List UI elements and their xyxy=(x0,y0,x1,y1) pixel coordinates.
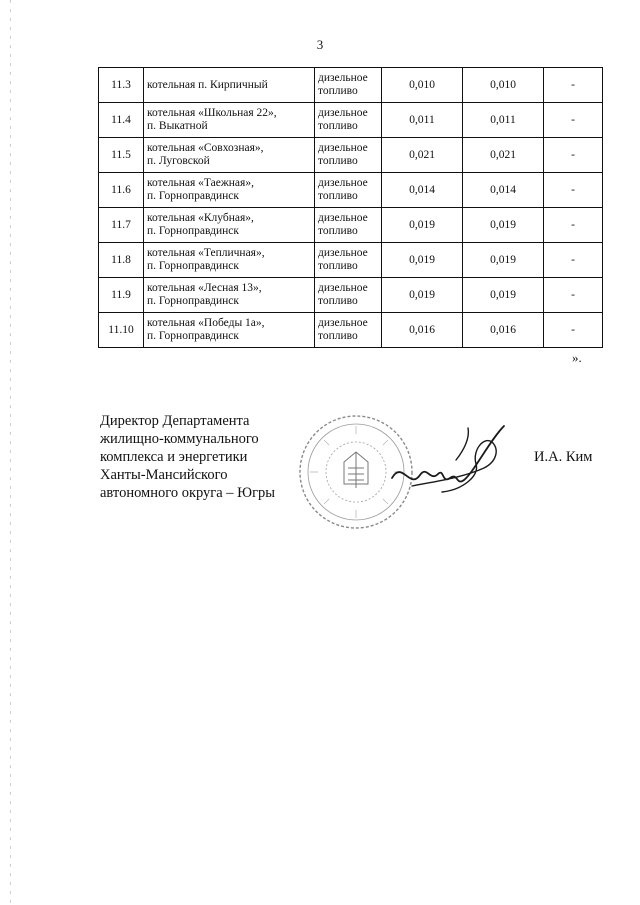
table-row xyxy=(99,278,603,313)
signature-title-line: комплекса и энергетики xyxy=(100,449,248,465)
boiler-name-cell-line: котельная «Победы 1а», xyxy=(147,317,265,329)
signatory-name: И.А. Ким xyxy=(534,449,593,465)
value-cell-1: 0,019 xyxy=(382,243,463,278)
fuel-type-cell xyxy=(315,173,382,208)
boiler-name-cell-line: п. Луговской xyxy=(147,155,210,167)
value-cell-3: - xyxy=(544,103,603,138)
fuel-type-cell-line: дизельное xyxy=(318,72,368,84)
fuel-type-cell xyxy=(315,313,382,348)
value-cell-1: 0,019 xyxy=(382,278,463,313)
boiler-name-cell xyxy=(144,173,315,208)
value-cell-1: 0,016 xyxy=(382,313,463,348)
fuel-type-cell-line: топливо xyxy=(318,225,358,237)
boiler-name-cell-line: котельная п. Кирпичный xyxy=(147,78,268,91)
table-row xyxy=(99,313,603,348)
fuel-type-cell-line: топливо xyxy=(318,85,358,97)
fuel-type-cell-line: топливо xyxy=(318,120,358,132)
fuel-type-cell-line: топливо xyxy=(318,190,358,202)
fuel-type-cell xyxy=(315,243,382,278)
boiler-name-cell xyxy=(144,103,315,138)
closing-quote: ». xyxy=(572,350,582,365)
handwritten-signature xyxy=(372,420,522,500)
table-row xyxy=(99,103,603,138)
boiler-name-cell xyxy=(144,68,315,103)
value-cell-2: 0,019 xyxy=(463,208,544,243)
boiler-name-cell-line: п. Горноправдинск xyxy=(147,225,239,237)
fuel-type-cell-line: дизельное xyxy=(318,212,368,224)
fuel-type-cell-line: топливо xyxy=(318,155,358,167)
fuel-consumption-table xyxy=(98,67,603,348)
value-cell-3: - xyxy=(544,313,603,348)
boiler-name-cell xyxy=(144,243,315,278)
value-cell-1: 0,019 xyxy=(382,208,463,243)
boiler-name-cell-line: п. Выкатной xyxy=(147,120,208,132)
boiler-name-cell xyxy=(144,208,315,243)
signature-title-line: жилищно-коммунального xyxy=(100,431,259,447)
fuel-type-cell-line: топливо xyxy=(318,295,358,307)
row-number-cell: 11.9 xyxy=(99,278,144,313)
value-cell-3: - xyxy=(544,138,603,173)
fuel-type-cell-line: дизельное xyxy=(318,177,368,189)
value-cell-3: - xyxy=(544,208,603,243)
signature-title-line: Ханты-Мансийского xyxy=(100,467,228,483)
boiler-name-cell xyxy=(144,278,315,313)
boiler-name-cell-line: п. Горноправдинск xyxy=(147,190,239,202)
boiler-name-cell-line: котельная «Тепличная», xyxy=(147,247,265,259)
fuel-type-cell-line: дизельное xyxy=(318,247,368,259)
value-cell-3: - xyxy=(544,68,603,103)
signature-title-line: Директор Департамента xyxy=(100,413,250,429)
fuel-type-cell-line: дизельное xyxy=(318,317,368,329)
value-cell-2: 0,010 xyxy=(463,68,544,103)
page-number: 3 xyxy=(316,37,324,52)
value-cell-2: 0,014 xyxy=(463,173,544,208)
boiler-name-cell-line: котельная «Лесная 13», xyxy=(147,282,262,294)
boiler-name-cell-line: котельная «Школьная 22», xyxy=(147,107,277,119)
table-row xyxy=(99,208,603,243)
row-number-cell: 11.10 xyxy=(99,313,144,348)
fuel-type-cell-line: дизельное xyxy=(318,142,368,154)
value-cell-1: 0,014 xyxy=(382,173,463,208)
value-cell-3: - xyxy=(544,243,603,278)
value-cell-1: 0,021 xyxy=(382,138,463,173)
value-cell-3: - xyxy=(544,173,603,208)
row-number-cell: 11.4 xyxy=(99,103,144,138)
value-cell-2: 0,019 xyxy=(463,243,544,278)
value-cell-1: 0,010 xyxy=(382,68,463,103)
row-number-cell: 11.5 xyxy=(99,138,144,173)
fuel-type-cell-line: топливо xyxy=(318,330,358,342)
row-number-cell: 11.8 xyxy=(99,243,144,278)
value-cell-2: 0,019 xyxy=(463,278,544,313)
fuel-type-cell xyxy=(315,103,382,138)
value-cell-1: 0,011 xyxy=(382,103,463,138)
row-number-cell: 11.3 xyxy=(99,68,144,103)
table-row xyxy=(99,173,603,208)
boiler-name-cell-line: п. Горноправдинск xyxy=(147,295,239,307)
signature-block xyxy=(100,412,300,502)
value-cell-2: 0,016 xyxy=(463,313,544,348)
boiler-name-cell-line: п. Горноправдинск xyxy=(147,260,239,272)
table-row xyxy=(99,243,603,278)
boiler-name-cell-line: котельная «Таежная», xyxy=(147,177,254,189)
fuel-type-cell xyxy=(315,138,382,173)
table-row xyxy=(99,68,603,103)
fuel-type-cell xyxy=(315,278,382,313)
fuel-type-cell-line: дизельное xyxy=(318,107,368,119)
boiler-name-cell xyxy=(144,138,315,173)
boiler-name-cell-line: котельная «Совхозная», xyxy=(147,142,264,154)
row-number-cell: 11.7 xyxy=(99,208,144,243)
scan-edge-artifact xyxy=(10,0,11,905)
boiler-name-cell-line: п. Горноправдинск xyxy=(147,330,239,342)
signature-title-line: автономного округа – Югры xyxy=(100,485,276,501)
boiler-name-cell xyxy=(144,313,315,348)
fuel-type-cell xyxy=(315,68,382,103)
value-cell-2: 0,021 xyxy=(463,138,544,173)
table-row xyxy=(99,138,603,173)
row-number-cell: 11.6 xyxy=(99,173,144,208)
fuel-type-cell xyxy=(315,208,382,243)
fuel-type-cell-line: топливо xyxy=(318,260,358,272)
value-cell-3: - xyxy=(544,278,603,313)
value-cell-2: 0,011 xyxy=(463,103,544,138)
boiler-name-cell-line: котельная «Клубная», xyxy=(147,212,254,224)
fuel-type-cell-line: дизельное xyxy=(318,282,368,294)
